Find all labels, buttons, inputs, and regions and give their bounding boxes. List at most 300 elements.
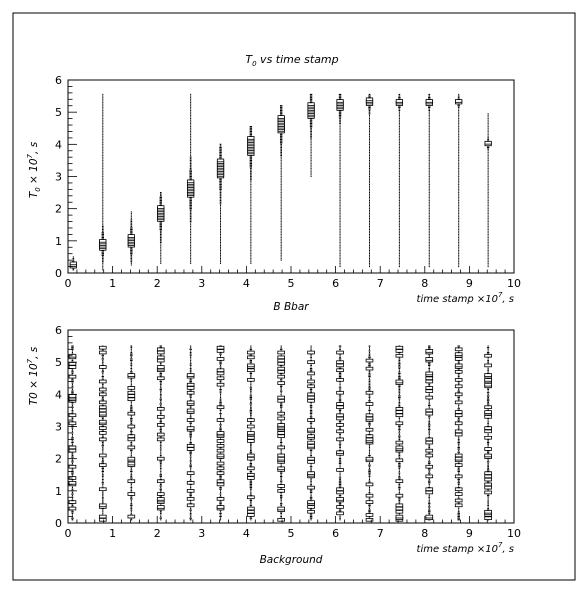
data-point bbox=[71, 511, 73, 512]
data-point bbox=[99, 393, 106, 396]
data-point bbox=[429, 139, 430, 140]
data-point bbox=[339, 510, 341, 511]
data-point bbox=[455, 433, 462, 436]
data-point bbox=[281, 518, 282, 519]
data-point bbox=[369, 144, 370, 145]
data-point bbox=[398, 395, 400, 396]
data-point bbox=[278, 399, 285, 402]
data-point bbox=[310, 384, 312, 385]
data-point bbox=[429, 221, 430, 222]
data-point bbox=[190, 358, 191, 359]
data-point bbox=[71, 437, 73, 438]
data-point bbox=[250, 397, 252, 398]
data-point bbox=[281, 243, 282, 244]
data-point bbox=[458, 165, 459, 166]
data-point bbox=[189, 503, 191, 504]
data-point bbox=[99, 464, 106, 467]
data-point bbox=[190, 221, 192, 222]
data-point bbox=[190, 139, 191, 140]
data-point bbox=[340, 466, 341, 467]
data-point bbox=[399, 490, 400, 491]
data-point bbox=[399, 399, 401, 400]
data-point bbox=[458, 229, 459, 230]
data-point bbox=[340, 139, 341, 140]
data-point bbox=[219, 477, 221, 478]
data-point bbox=[278, 435, 285, 438]
data-point bbox=[458, 184, 459, 185]
data-point bbox=[488, 153, 489, 154]
data-point bbox=[102, 511, 103, 512]
data-point bbox=[455, 464, 462, 467]
x-tick-label: 8 bbox=[421, 277, 429, 290]
data-point bbox=[488, 223, 489, 224]
data-point bbox=[429, 187, 430, 188]
data-point bbox=[219, 189, 221, 190]
data-point bbox=[399, 116, 400, 117]
data-point bbox=[487, 465, 489, 466]
data-point bbox=[369, 399, 370, 400]
data-point bbox=[102, 169, 103, 170]
data-point bbox=[280, 141, 282, 142]
data-point bbox=[458, 132, 459, 133]
data-point bbox=[455, 499, 462, 502]
data-point bbox=[337, 369, 344, 372]
data-point bbox=[130, 434, 132, 435]
data-point bbox=[190, 407, 192, 408]
data-point bbox=[426, 465, 433, 468]
data-point bbox=[217, 358, 224, 361]
data-point bbox=[280, 484, 282, 485]
data-point bbox=[429, 458, 430, 459]
data-point bbox=[369, 264, 370, 265]
data-point bbox=[99, 420, 106, 423]
data-point bbox=[308, 510, 315, 513]
data-point bbox=[281, 345, 282, 346]
data-point bbox=[102, 357, 103, 358]
data-point bbox=[189, 391, 191, 392]
data-point bbox=[368, 465, 370, 466]
data-point bbox=[131, 453, 132, 454]
data-point bbox=[187, 427, 194, 430]
data-point bbox=[281, 163, 282, 164]
data-point bbox=[458, 468, 460, 469]
data-point bbox=[102, 121, 103, 122]
data-point bbox=[488, 245, 489, 246]
data-point bbox=[250, 173, 252, 174]
data-point bbox=[458, 224, 459, 225]
data-point bbox=[219, 487, 221, 488]
data-point bbox=[399, 112, 400, 113]
x-tick-label: 10 bbox=[507, 277, 521, 290]
data-point bbox=[102, 514, 103, 515]
data-point bbox=[130, 408, 132, 409]
data-point bbox=[337, 417, 344, 420]
data-point bbox=[190, 347, 191, 348]
data-point bbox=[250, 232, 251, 233]
data-point bbox=[281, 189, 282, 190]
data-point bbox=[369, 479, 370, 480]
data-point bbox=[488, 178, 489, 179]
data-point bbox=[369, 169, 370, 170]
data-point bbox=[488, 121, 489, 122]
data-point bbox=[339, 115, 341, 116]
data-point bbox=[250, 429, 251, 430]
data-point bbox=[458, 142, 459, 143]
data-point bbox=[340, 144, 341, 145]
data-point bbox=[339, 428, 341, 429]
data-point bbox=[399, 124, 400, 125]
data-point bbox=[281, 479, 282, 480]
data-point bbox=[160, 437, 162, 438]
data-point bbox=[485, 415, 492, 418]
data-point bbox=[100, 239, 106, 242]
data-point bbox=[340, 163, 341, 164]
data-point bbox=[399, 176, 400, 177]
data-point bbox=[399, 234, 400, 235]
data-point bbox=[399, 500, 401, 501]
data-point bbox=[219, 413, 221, 414]
data-point bbox=[102, 213, 103, 214]
data-point bbox=[488, 263, 489, 264]
data-point bbox=[250, 240, 251, 241]
data-point bbox=[399, 113, 400, 114]
data-point bbox=[130, 498, 132, 499]
data-point bbox=[429, 218, 430, 219]
data-point bbox=[458, 418, 460, 419]
data-point bbox=[190, 121, 191, 122]
data-point bbox=[310, 350, 312, 351]
data-point bbox=[457, 99, 459, 100]
data-point bbox=[428, 371, 430, 372]
data-point bbox=[310, 434, 312, 435]
data-point bbox=[189, 493, 191, 494]
data-point bbox=[399, 503, 400, 504]
data-point bbox=[250, 161, 252, 162]
data-point bbox=[488, 247, 489, 248]
data-point bbox=[281, 178, 282, 179]
data-point bbox=[128, 462, 135, 465]
data-point bbox=[458, 192, 459, 193]
data-point bbox=[102, 210, 103, 211]
data-point bbox=[102, 189, 103, 190]
data-point bbox=[280, 513, 282, 514]
data-point bbox=[130, 431, 132, 432]
data-point bbox=[340, 231, 341, 232]
data-point bbox=[369, 126, 370, 127]
data-point bbox=[458, 137, 459, 138]
data-point bbox=[281, 255, 282, 256]
data-point bbox=[339, 116, 341, 117]
data-point bbox=[72, 498, 73, 499]
data-point bbox=[399, 136, 400, 137]
data-point bbox=[189, 208, 191, 209]
data-point bbox=[399, 400, 400, 401]
data-point bbox=[311, 426, 312, 427]
data-point bbox=[429, 155, 430, 156]
data-point bbox=[399, 266, 400, 267]
data-point bbox=[429, 124, 430, 125]
data-point bbox=[219, 363, 221, 364]
data-point bbox=[189, 481, 191, 482]
data-point bbox=[399, 440, 401, 441]
data-point bbox=[339, 358, 341, 359]
data-point bbox=[217, 480, 224, 483]
data-point bbox=[311, 482, 312, 483]
data-point bbox=[131, 258, 133, 259]
data-point bbox=[310, 121, 312, 122]
data-point bbox=[340, 476, 341, 477]
data-point bbox=[369, 476, 371, 477]
data-point bbox=[339, 484, 341, 485]
data-point bbox=[428, 432, 430, 433]
data-point bbox=[399, 219, 400, 220]
data-point bbox=[220, 493, 222, 494]
data-point bbox=[102, 477, 103, 478]
data-point bbox=[278, 518, 285, 521]
data-point bbox=[488, 421, 489, 422]
data-point bbox=[102, 450, 103, 451]
data-point bbox=[130, 360, 132, 361]
data-point bbox=[369, 158, 370, 159]
data-point bbox=[160, 466, 161, 467]
data-point bbox=[99, 401, 106, 404]
data-point bbox=[429, 471, 430, 472]
data-point bbox=[102, 116, 103, 117]
data-point bbox=[187, 497, 194, 500]
data-point bbox=[102, 229, 104, 230]
data-point bbox=[72, 436, 73, 437]
data-point bbox=[102, 115, 103, 116]
data-point bbox=[458, 362, 460, 363]
data-point bbox=[399, 155, 400, 156]
data-point bbox=[369, 206, 370, 207]
data-point bbox=[130, 444, 132, 445]
data-point bbox=[72, 408, 73, 409]
data-point bbox=[340, 200, 341, 201]
data-point bbox=[102, 118, 103, 119]
data-point bbox=[250, 245, 251, 246]
data-point bbox=[429, 237, 430, 238]
data-point bbox=[429, 210, 430, 211]
data-point bbox=[399, 202, 400, 203]
data-point bbox=[102, 418, 104, 419]
data-point bbox=[399, 223, 400, 224]
data-point bbox=[131, 402, 132, 403]
data-point bbox=[399, 253, 400, 254]
data-point bbox=[102, 113, 103, 114]
data-point bbox=[340, 131, 341, 132]
data-point bbox=[102, 202, 103, 203]
data-point bbox=[131, 501, 132, 502]
data-point bbox=[369, 232, 370, 233]
data-point bbox=[458, 243, 459, 244]
data-point bbox=[369, 355, 371, 356]
data-point bbox=[220, 205, 221, 206]
data-point bbox=[368, 473, 370, 474]
data-point bbox=[220, 261, 221, 262]
data-point bbox=[455, 454, 462, 457]
data-point bbox=[102, 132, 103, 133]
data-point bbox=[369, 229, 370, 230]
data-point bbox=[102, 445, 104, 446]
data-point bbox=[128, 391, 135, 394]
data-point bbox=[396, 350, 403, 353]
data-point bbox=[102, 387, 104, 388]
data-point bbox=[190, 153, 191, 154]
data-point bbox=[102, 498, 104, 499]
data-point bbox=[278, 116, 284, 119]
data-point bbox=[340, 235, 341, 236]
data-point bbox=[130, 253, 132, 254]
data-point bbox=[428, 426, 430, 427]
data-point bbox=[458, 144, 459, 145]
data-point bbox=[160, 456, 161, 457]
data-point bbox=[190, 440, 191, 441]
data-point bbox=[281, 240, 282, 241]
data-point bbox=[369, 253, 370, 254]
data-point bbox=[458, 463, 460, 464]
data-point bbox=[69, 362, 76, 365]
data-point bbox=[310, 99, 312, 100]
data-point bbox=[310, 370, 312, 371]
data-point bbox=[310, 97, 312, 98]
data-point bbox=[398, 107, 400, 108]
data-point bbox=[308, 457, 315, 460]
data-point bbox=[190, 160, 192, 161]
data-point bbox=[280, 139, 282, 140]
data-point bbox=[458, 384, 459, 385]
data-point bbox=[190, 158, 192, 159]
data-point bbox=[399, 235, 400, 236]
data-point bbox=[429, 484, 430, 485]
data-point bbox=[280, 142, 282, 143]
data-point bbox=[340, 192, 341, 193]
data-point bbox=[130, 469, 132, 470]
data-point bbox=[488, 181, 489, 182]
data-point bbox=[281, 174, 282, 175]
data-point bbox=[310, 469, 312, 470]
data-point bbox=[160, 455, 162, 456]
data-point bbox=[399, 131, 400, 132]
data-point bbox=[311, 366, 312, 367]
data-point bbox=[189, 382, 191, 383]
x-tick-label: 2 bbox=[153, 277, 161, 290]
data-point bbox=[102, 145, 103, 146]
data-point bbox=[426, 475, 433, 478]
data-point bbox=[488, 118, 489, 119]
data-point bbox=[487, 495, 489, 496]
data-point bbox=[128, 457, 135, 460]
data-point bbox=[458, 242, 459, 243]
data-point bbox=[189, 176, 191, 177]
data-point bbox=[340, 152, 341, 153]
data-point bbox=[160, 386, 161, 387]
data-point bbox=[369, 153, 370, 154]
data-point bbox=[340, 223, 341, 224]
data-point bbox=[399, 213, 400, 214]
y-tick-label: 4 bbox=[55, 388, 62, 402]
data-point bbox=[311, 174, 312, 175]
data-point bbox=[399, 141, 400, 142]
data-point bbox=[102, 373, 103, 374]
data-point bbox=[102, 223, 103, 224]
data-point bbox=[219, 354, 221, 355]
data-point bbox=[369, 173, 370, 174]
data-point bbox=[399, 203, 400, 204]
data-point bbox=[399, 403, 401, 404]
data-point bbox=[488, 221, 489, 222]
data-point bbox=[220, 215, 221, 216]
data-point bbox=[429, 224, 430, 225]
data-point bbox=[308, 103, 314, 106]
data-point bbox=[485, 374, 492, 377]
data-point bbox=[219, 153, 221, 154]
data-point bbox=[458, 176, 459, 177]
data-point bbox=[487, 139, 489, 140]
data-point bbox=[339, 458, 341, 459]
data-point bbox=[102, 386, 103, 387]
data-point bbox=[457, 513, 459, 514]
data-point bbox=[99, 438, 106, 441]
data-point bbox=[429, 149, 430, 150]
data-point bbox=[311, 158, 312, 159]
data-point bbox=[488, 186, 489, 187]
data-point bbox=[399, 471, 400, 472]
data-point bbox=[190, 136, 191, 137]
data-point bbox=[190, 455, 191, 456]
data-point bbox=[190, 235, 191, 236]
data-point bbox=[488, 258, 489, 259]
data-point bbox=[72, 403, 74, 404]
x-tick-label: 5 bbox=[287, 527, 295, 540]
data-point bbox=[429, 239, 430, 240]
data-point bbox=[368, 97, 370, 98]
data-point bbox=[458, 95, 460, 96]
data-point bbox=[369, 349, 370, 350]
data-point bbox=[455, 504, 462, 507]
data-point bbox=[190, 258, 191, 259]
data-point bbox=[281, 202, 282, 203]
data-point bbox=[458, 221, 459, 222]
data-point bbox=[458, 263, 459, 264]
data-point bbox=[337, 451, 344, 454]
data-point bbox=[488, 391, 489, 392]
data-point bbox=[311, 171, 312, 172]
data-point bbox=[369, 492, 371, 493]
data-point bbox=[369, 518, 371, 519]
data-point bbox=[488, 161, 489, 162]
data-point bbox=[429, 173, 430, 174]
data-point bbox=[428, 447, 430, 448]
data-point bbox=[72, 429, 73, 430]
data-point bbox=[72, 489, 74, 490]
data-point bbox=[399, 389, 401, 390]
data-point bbox=[250, 374, 252, 375]
data-point bbox=[102, 426, 104, 427]
data-point bbox=[190, 354, 192, 355]
data-point bbox=[340, 224, 341, 225]
data-point bbox=[190, 150, 191, 151]
data-point bbox=[369, 132, 370, 133]
data-point bbox=[250, 163, 252, 164]
data-point bbox=[71, 518, 73, 519]
data-point bbox=[250, 136, 252, 137]
data-point bbox=[131, 264, 132, 265]
data-point bbox=[429, 495, 430, 496]
data-point bbox=[458, 112, 459, 113]
data-point bbox=[366, 514, 373, 517]
data-point bbox=[130, 497, 132, 498]
